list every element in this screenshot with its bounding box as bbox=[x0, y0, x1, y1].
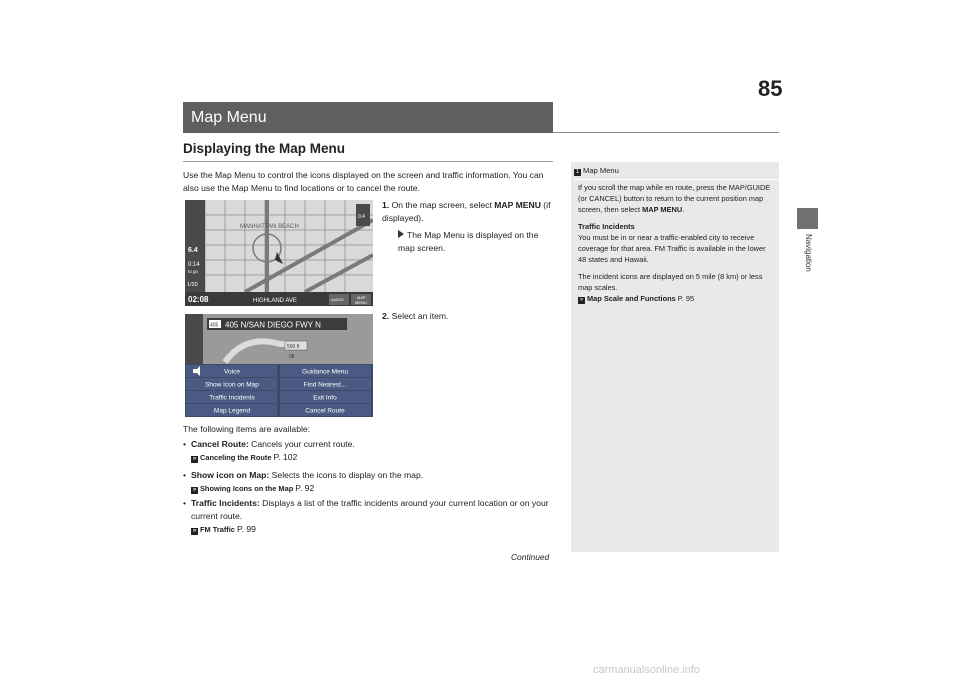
distance-box: 500 ft bbox=[287, 344, 300, 350]
highway-name: 405 N/SAN DIEGO FWY N bbox=[225, 320, 321, 330]
map-to-go-label: to go bbox=[188, 269, 199, 274]
map-screen-image bbox=[185, 200, 373, 306]
note-traffic-title: Traffic Incidents bbox=[578, 222, 635, 231]
menu-illustration bbox=[185, 314, 373, 417]
reference-arrow-icon: » bbox=[192, 528, 197, 534]
note-marker-icon: 1 bbox=[575, 169, 580, 175]
svg-text:MAP: MAP bbox=[357, 295, 366, 300]
note-body bbox=[578, 182, 774, 304]
highway-shield: 405 bbox=[210, 322, 219, 329]
note-paragraph: If you scroll the map while en route, press the MAP/GUIDE (or CANCEL) button to return to the current position map screen, then select MAP MENU. bbox=[578, 183, 771, 214]
bullet-cancel-route: • Cancel Route: Cancels your current route. » Canceling the Route P. 102 bbox=[183, 438, 555, 464]
reference-arrow-icon: » bbox=[579, 297, 584, 303]
svg-text:Find Nearest...: Find Nearest... bbox=[303, 381, 347, 389]
note-divider bbox=[574, 179, 779, 180]
page-number: 85 bbox=[758, 76, 783, 101]
svg-text:Map Legend: Map Legend bbox=[213, 407, 251, 415]
intro-paragraph: Use the Map Menu to control the icons displayed on the screen and traffic information. You can also use the Map Menu to find locations or to cancel the route. bbox=[183, 170, 544, 193]
step-1-result: The Map Menu is displayed on the map screen. bbox=[398, 230, 539, 253]
result-arrow-icon bbox=[398, 230, 404, 238]
svg-text:Exit Info: Exit Info bbox=[313, 394, 337, 402]
map-time-to-go: 0:14 bbox=[188, 262, 200, 268]
bullet-show-icon-on-map: • Show icon on Map: Selects the icons to display on the map. » Showing Icons on the Map P. 92 bbox=[183, 469, 555, 495]
step-1: 1. On the map screen, select MAP MENU (if displayed). bbox=[382, 200, 551, 223]
note-traffic-text: You must be in or near a traffic-enabled city to receive coverage for that area. FM Traffic is available in the lower 48 states and Hawaii. bbox=[578, 233, 766, 264]
svg-text:Show Icon on Map: Show Icon on Map bbox=[205, 381, 259, 389]
step-2: 2. Select an item. bbox=[382, 311, 449, 321]
map-place-label: MANHATTAN BEACH bbox=[240, 224, 299, 230]
map-illustration bbox=[185, 200, 373, 306]
note-heading: 1 Map Menu bbox=[575, 166, 619, 175]
note-scale-text: The incident icons are displayed on 5 mile (8 km) or less map scales. bbox=[578, 272, 763, 292]
ref-link[interactable]: » FM Traffic P. 99 bbox=[192, 524, 256, 534]
svg-text:AUDIO: AUDIO bbox=[331, 297, 344, 302]
map-distance: 6.4 bbox=[188, 247, 198, 254]
svg-text:Traffic Incidents: Traffic Incidents bbox=[209, 394, 255, 402]
header-rule bbox=[553, 132, 779, 133]
continued-label: Continued bbox=[511, 552, 550, 562]
svg-text:MENU: MENU bbox=[355, 300, 367, 305]
distance-small: 0ft bbox=[289, 354, 295, 360]
side-tab-block bbox=[797, 208, 818, 229]
map-scale: 1/20 bbox=[187, 282, 198, 288]
reference-arrow-icon: » bbox=[192, 456, 197, 462]
subsection-rule bbox=[183, 161, 553, 162]
map-clock: 02:08 bbox=[188, 295, 209, 304]
subsection-title: Displaying the Map Menu bbox=[183, 141, 346, 156]
note-ref-link[interactable]: » Map Scale and Functions P. 95 bbox=[579, 294, 695, 303]
svg-text:Cancel Route: Cancel Route bbox=[305, 407, 345, 415]
watermark: carmanualsonline.info bbox=[593, 664, 701, 676]
section-title: Map Menu bbox=[191, 109, 267, 126]
map-street: HIGHLAND AVE bbox=[253, 298, 297, 304]
ref-link[interactable]: » Showing Icons on the Map P. 92 bbox=[192, 483, 315, 493]
side-tab-label: Navigation bbox=[804, 234, 813, 272]
reference-arrow-icon: » bbox=[192, 487, 197, 493]
map-menu-screen-image bbox=[185, 314, 373, 417]
bullet-traffic-incidents: • Traffic Incidents: Displays a list of the traffic incidents around your current location or on your current route. » FM Traffic P. 99 bbox=[183, 497, 555, 536]
ref-link[interactable]: » Canceling the Route P. 102 bbox=[192, 452, 298, 462]
svg-text:Voice: Voice bbox=[224, 368, 240, 376]
map-compass: 0.4 bbox=[358, 214, 365, 220]
svg-text:Guidance Menu: Guidance Menu bbox=[302, 368, 348, 376]
items-intro: The following items are available: bbox=[183, 424, 311, 434]
